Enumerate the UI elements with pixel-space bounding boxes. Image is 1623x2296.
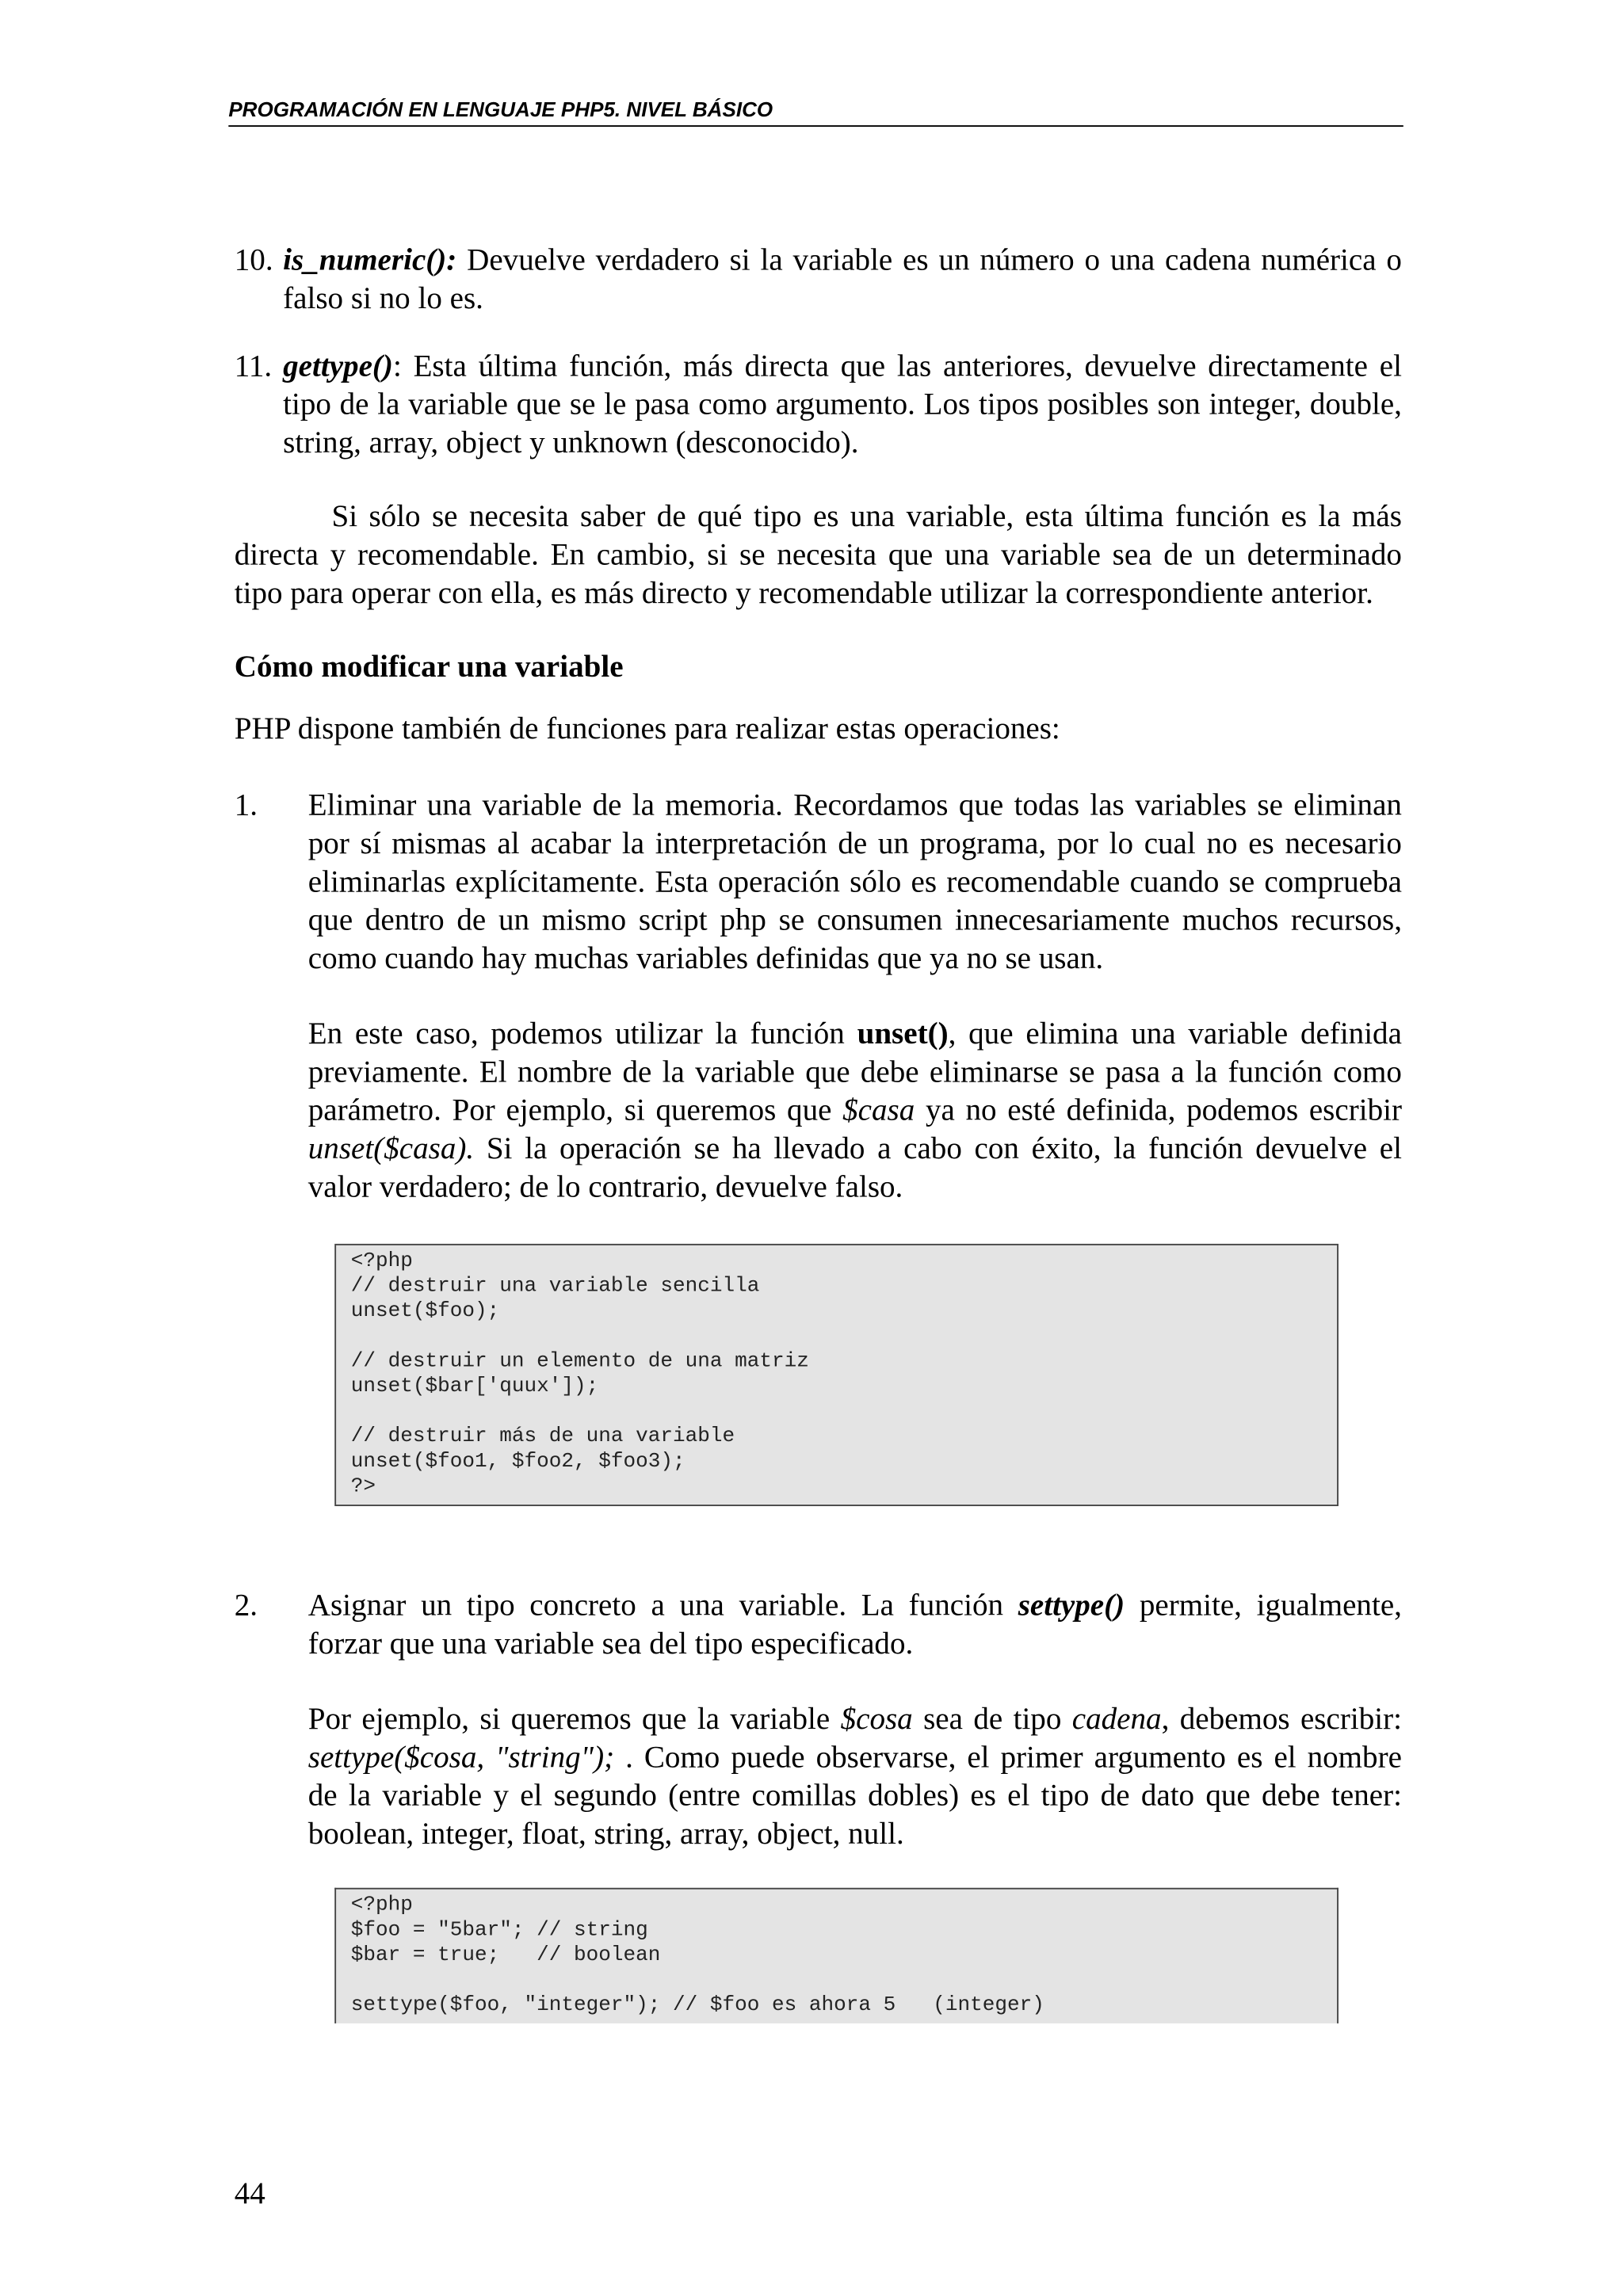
function-name: unset() — [857, 1015, 949, 1051]
variable-name: $casa — [842, 1092, 915, 1127]
list-item-is-numeric — [235, 240, 1402, 317]
page-content — [235, 240, 1402, 2023]
body-paragraph: Si sólo se necesita saber de qué tipo es una variable, esta última función es la más directa y recomendable. En cambio, si se necesita que una variable sea de un determinado tipo para operar con ella, es más directo y recomendable utilizar la correspondiente anterior. — [234, 498, 1402, 611]
function-name: gettype() — [283, 347, 393, 383]
section-heading: Cómo modificar una variable — [234, 648, 624, 685]
function-name: is_numeric(): — [283, 242, 457, 277]
list-item-eliminar — [235, 785, 1402, 1205]
item-paragraph: Eliminar una variable de la memoria. Recordamos que todas las variables se eliminan por sí mismas al acabar la interpretación de un programa, por lo cual no es necesario eliminarlas explícitamente. Esta operación sólo es recomendable cuando se comprueba que dentro de un mismo script php se consumen innecesariamente muchos recursos, como cuando hay muchas variables definidas que ya no se usan. — [307, 787, 1402, 976]
item-number: 10. — [234, 242, 273, 277]
function-call: unset($casa). — [307, 1130, 475, 1166]
page-number: 44 — [234, 2175, 265, 2211]
code-block-settype: <?php $foo = "5bar"; // string $bar = true; // boolean settype($foo, "integer"); // $foo es ahora 5 (integer) — [334, 1888, 1338, 2023]
item-paragraph-unset: En este caso, podemos utilizar la función unset(), que elimina una variable definida previamente. El nombre de la variable que debe eliminarse se pasa a la función como parámetro. Por ejemplo, si queremos que $casa ya no esté definida, podemos escribir unset($casa). Si la operación se ha llevado a cabo con éxito, la función devuelve el valor verdadero; de lo contrario, devuelve falso. — [307, 1015, 1402, 1204]
running-header: PROGRAMACIÓN EN LENGUAJE PHP5. NIVEL BÁSICO — [228, 97, 1403, 127]
function-name: settype() — [1018, 1587, 1125, 1623]
item-text: Devuelve verdadero si la variable es un número o una cadena numérica o falso si no lo es. — [283, 242, 1402, 316]
list-item-gettype — [235, 346, 1402, 461]
item-number: 1. — [234, 787, 258, 822]
item-text: : Esta última función, más directa que las anteriores, devuelve directamente el tipo de la variable que se le pasa como argumento. Los tipos posibles son integer, double, string, array, object y unknown (desconocido). — [283, 347, 1402, 460]
type-name: cadena — [1071, 1700, 1162, 1737]
item-number: 2. — [234, 1587, 258, 1623]
function-call: settype($cosa, "string"); — [307, 1738, 615, 1775]
list-item-settype — [235, 1585, 1402, 1852]
item-number: 11. — [234, 347, 273, 383]
variable-name: $cosa — [840, 1700, 913, 1737]
item-paragraph-example: Por ejemplo, si queremos que la variable $cosa sea de tipo cadena, debemos escribir: settype($cosa, "string"); . Como puede observarse, el primer argumento es el nombre de la variable y el segundo (entre comillas dobles) es el tipo de dato que debe tener: boolean, integer, float, string, array, object, null. — [307, 1700, 1402, 1852]
item-paragraph: Asignar un tipo concreto a una variable. La función settype() permite, igualmente, forzar que una variable sea del tipo especificado. — [307, 1587, 1402, 1661]
intro-paragraph: PHP dispone también de funciones para realizar estas operaciones: — [234, 710, 1060, 746]
code-block-unset: <?php // destruir una variable sencilla unset($foo); // destruir un elemento de una matriz unset($bar['quux']); // destruir más de una variable unset($foo1, $foo2, $foo3); ?> — [334, 1244, 1338, 1506]
